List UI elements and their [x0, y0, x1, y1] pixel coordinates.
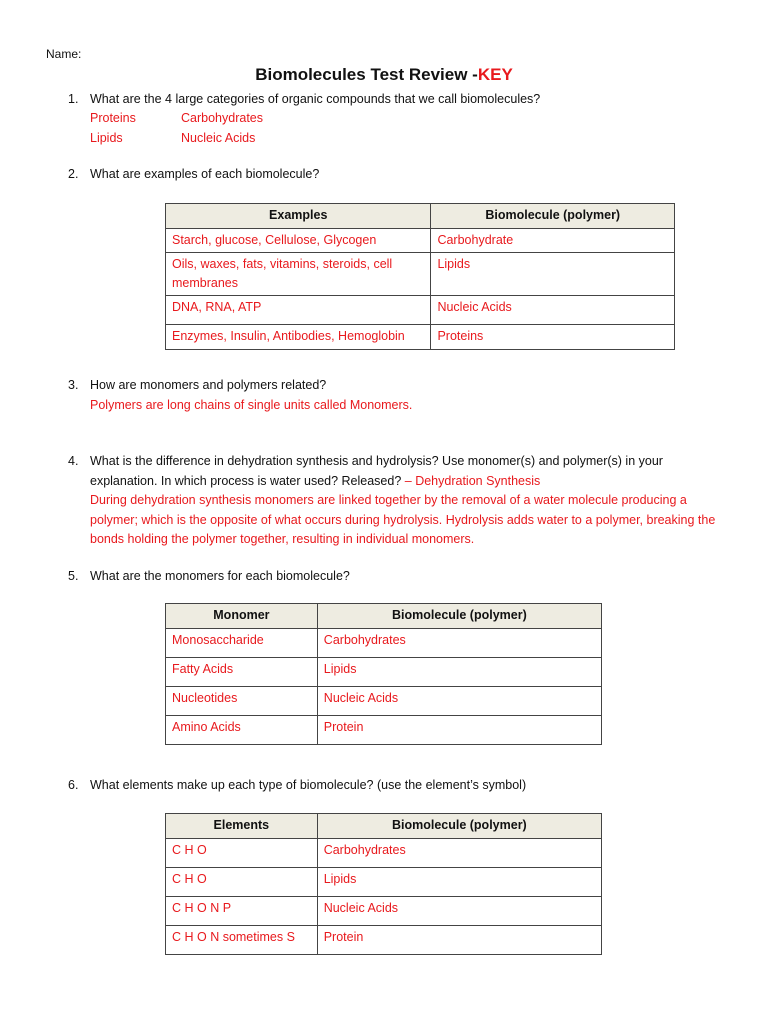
- table-row: [166, 715, 602, 744]
- column-header: Biomolecule (polymer): [431, 204, 675, 229]
- question-number: 2.: [68, 167, 79, 181]
- table-cell: Carbohydrates: [317, 838, 601, 867]
- table-cell: Lipids: [317, 867, 601, 896]
- table-header-row: [166, 604, 602, 629]
- question-number: 4.: [68, 454, 79, 468]
- question-text: What are the monomers for each biomolecule?: [90, 569, 350, 583]
- table-row: [166, 228, 675, 253]
- table-cell: C H O: [166, 867, 318, 896]
- question-2: [68, 165, 728, 185]
- column-header: Biomolecule (polymer): [317, 604, 601, 629]
- answer-carbohydrates: Carbohydrates: [181, 111, 263, 125]
- question-5: [68, 567, 728, 587]
- question-text: What elements make up each type of biomolecule? (use the element’s symbol): [90, 778, 527, 792]
- table-row: [166, 325, 675, 350]
- table-cell: Carbohydrate: [431, 228, 675, 253]
- table-cell: Lipids: [431, 253, 675, 296]
- table-header-row: [166, 814, 602, 839]
- name-label: Name:: [46, 47, 82, 61]
- table-row: [166, 867, 602, 896]
- question-number: 5.: [68, 569, 79, 583]
- inline-answer: – Dehydration Synthesis: [401, 473, 541, 488]
- question-text: What are examples of each biomolecule?: [90, 167, 320, 181]
- table-cell: Fatty Acids: [166, 657, 318, 686]
- answer-nucleic-acids: Nucleic Acids: [181, 131, 256, 145]
- question-number: 6.: [68, 778, 79, 792]
- table-row: [166, 657, 602, 686]
- question-1: [68, 90, 728, 110]
- table-header-row: [166, 204, 675, 229]
- table-cell: C H O: [166, 838, 318, 867]
- table-cell: Nucleic Acids: [431, 296, 675, 325]
- q1-answers: [90, 108, 263, 148]
- table-cell: Monosaccharide: [166, 628, 318, 657]
- question-3: [68, 376, 728, 415]
- question-body: What is the difference in dehydration synthesis and hydrolysis? Use monomer(s) and polymer(s) in your explanation. In which process is water used? Released?: [90, 454, 663, 488]
- table-cell: Amino Acids: [166, 715, 318, 744]
- table-row: [166, 296, 675, 325]
- elements-table: [165, 813, 602, 955]
- question-text: [90, 452, 710, 491]
- question-text: How are monomers and polymers related?: [90, 378, 327, 392]
- table-cell: Lipids: [317, 657, 601, 686]
- title-key: KEY: [477, 65, 513, 84]
- page-title: [0, 65, 768, 85]
- answer-lipids: Lipids: [90, 131, 123, 145]
- question-6: [68, 776, 728, 796]
- table-row: [166, 253, 675, 296]
- question-number: 3.: [68, 378, 79, 392]
- table-cell: C H O N P: [166, 896, 318, 925]
- table-cell: Proteins: [431, 325, 675, 350]
- table-row: [166, 925, 602, 954]
- column-header: Monomer: [166, 604, 318, 629]
- question-number: 1.: [68, 92, 79, 106]
- table-cell: C H O N sometimes S: [166, 925, 318, 954]
- column-header: Examples: [166, 204, 431, 229]
- table-cell: DNA, RNA, ATP: [166, 296, 431, 325]
- table-row: [166, 628, 602, 657]
- table-row: [166, 686, 602, 715]
- table-row: [166, 838, 602, 867]
- table-cell: Protein: [317, 925, 601, 954]
- table-row: [166, 896, 602, 925]
- table-cell: Enzymes, Insulin, Antibodies, Hemoglobin: [166, 325, 431, 350]
- table-cell: Oils, waxes, fats, vitamins, steroids, cell membranes: [166, 253, 431, 296]
- column-header: Biomolecule (polymer): [317, 814, 601, 839]
- table-cell: Protein: [317, 715, 601, 744]
- table-cell: Carbohydrates: [317, 628, 601, 657]
- answer-proteins: Proteins: [90, 111, 136, 125]
- title-text: Biomolecules Test Review -: [255, 65, 478, 84]
- table-cell: Nucleic Acids: [317, 686, 601, 715]
- answer-text: Polymers are long chains of single units called Monomers.: [90, 397, 413, 412]
- monomers-table: [165, 603, 602, 745]
- table-cell: Nucleic Acids: [317, 896, 601, 925]
- answer-text: During dehydration synthesis monomers are linked together by the removal of a water molecule producing a polymer; which is the opposite of what occurs during hydrolysis. Hydrolysis adds water to a polymer, breaking the bonds holding the polymer together, resulting in individual monomers.: [90, 493, 716, 546]
- table-cell: Nucleotides: [166, 686, 318, 715]
- question-text: What are the 4 large categories of organic compounds that we call biomolecules?: [90, 92, 541, 106]
- table-cell: Starch, glucose, Cellulose, Glycogen: [166, 228, 431, 253]
- question-4: [68, 452, 728, 550]
- examples-table: [165, 203, 675, 350]
- column-header: Elements: [166, 814, 318, 839]
